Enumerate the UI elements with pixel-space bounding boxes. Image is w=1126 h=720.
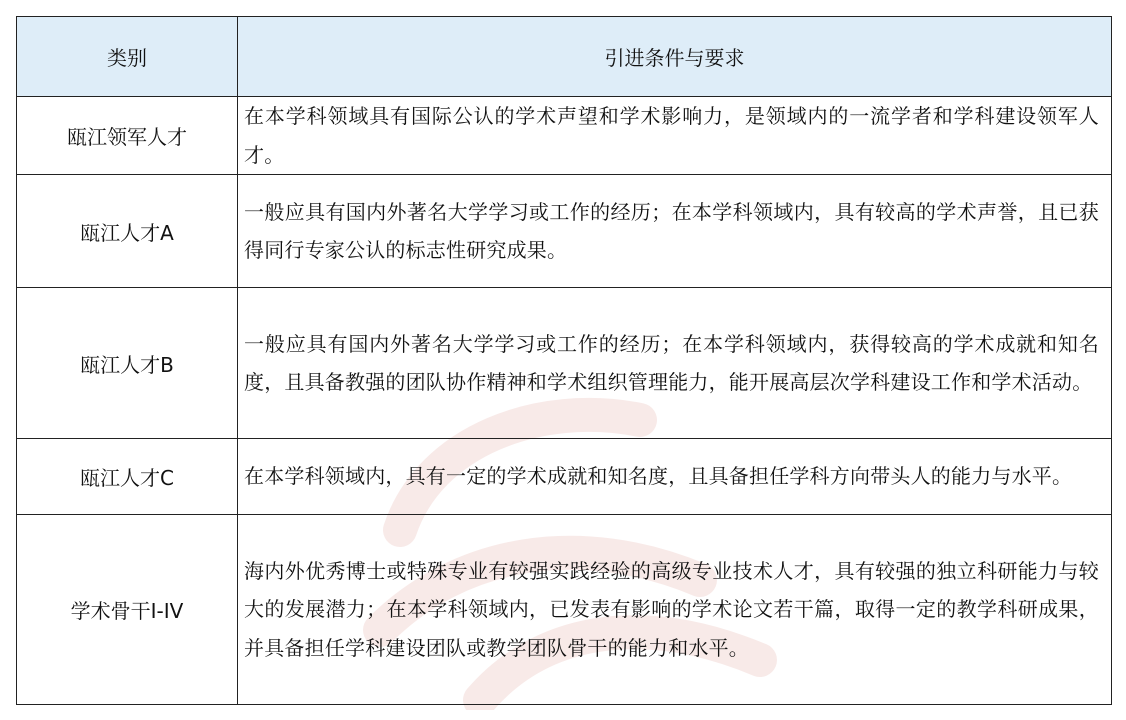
- header-requirements: 引进条件与要求: [238, 17, 1112, 97]
- category-cell: 瓯江领军人才: [17, 97, 238, 175]
- category-cell: 瓯江人才B: [17, 288, 238, 439]
- table-row: [17, 175, 1112, 288]
- table-row: [17, 288, 1112, 439]
- requirements-table: [16, 16, 1112, 705]
- table-row: [17, 97, 1112, 175]
- requirement-cell: 在本学科领域具有国际公认的学术声望和学术影响力，是领域内的一流学者和学科建设领军人才。: [238, 97, 1112, 175]
- table-header-row: [17, 17, 1112, 97]
- category-cell: 瓯江人才C: [17, 439, 238, 515]
- category-cell: 瓯江人才A: [17, 175, 238, 288]
- table-row: [17, 515, 1112, 705]
- table-row: [17, 439, 1112, 515]
- header-category: 类别: [17, 17, 238, 97]
- requirement-cell: 一般应具有国内外著名大学学习或工作的经历；在本学科领域内，获得较高的学术成就和知名度，且具备教强的团队协作精神和学术组织管理能力，能开展高层次学科建设工作和学术活动。: [238, 288, 1112, 439]
- requirement-cell: 一般应具有国内外著名大学学习或工作的经历；在本学科领域内，具有较高的学术声誉，且已获得同行专家公认的标志性研究成果。: [238, 175, 1112, 288]
- requirement-cell: 海内外优秀博士或特殊专业有较强实践经验的高级专业技术人才，具有较强的独立科研能力与较大的发展潜力；在本学科领域内，已发表有影响的学术论文若干篇，取得一定的教学科研成果，并具备担任学科建设团队或教学团队骨干的能力和水平。: [238, 515, 1112, 705]
- requirement-cell: 在本学科领域内，具有一定的学术成就和知名度，且具备担任学科方向带头人的能力与水平。: [238, 439, 1112, 515]
- category-cell: 学术骨干I-IV: [17, 515, 238, 705]
